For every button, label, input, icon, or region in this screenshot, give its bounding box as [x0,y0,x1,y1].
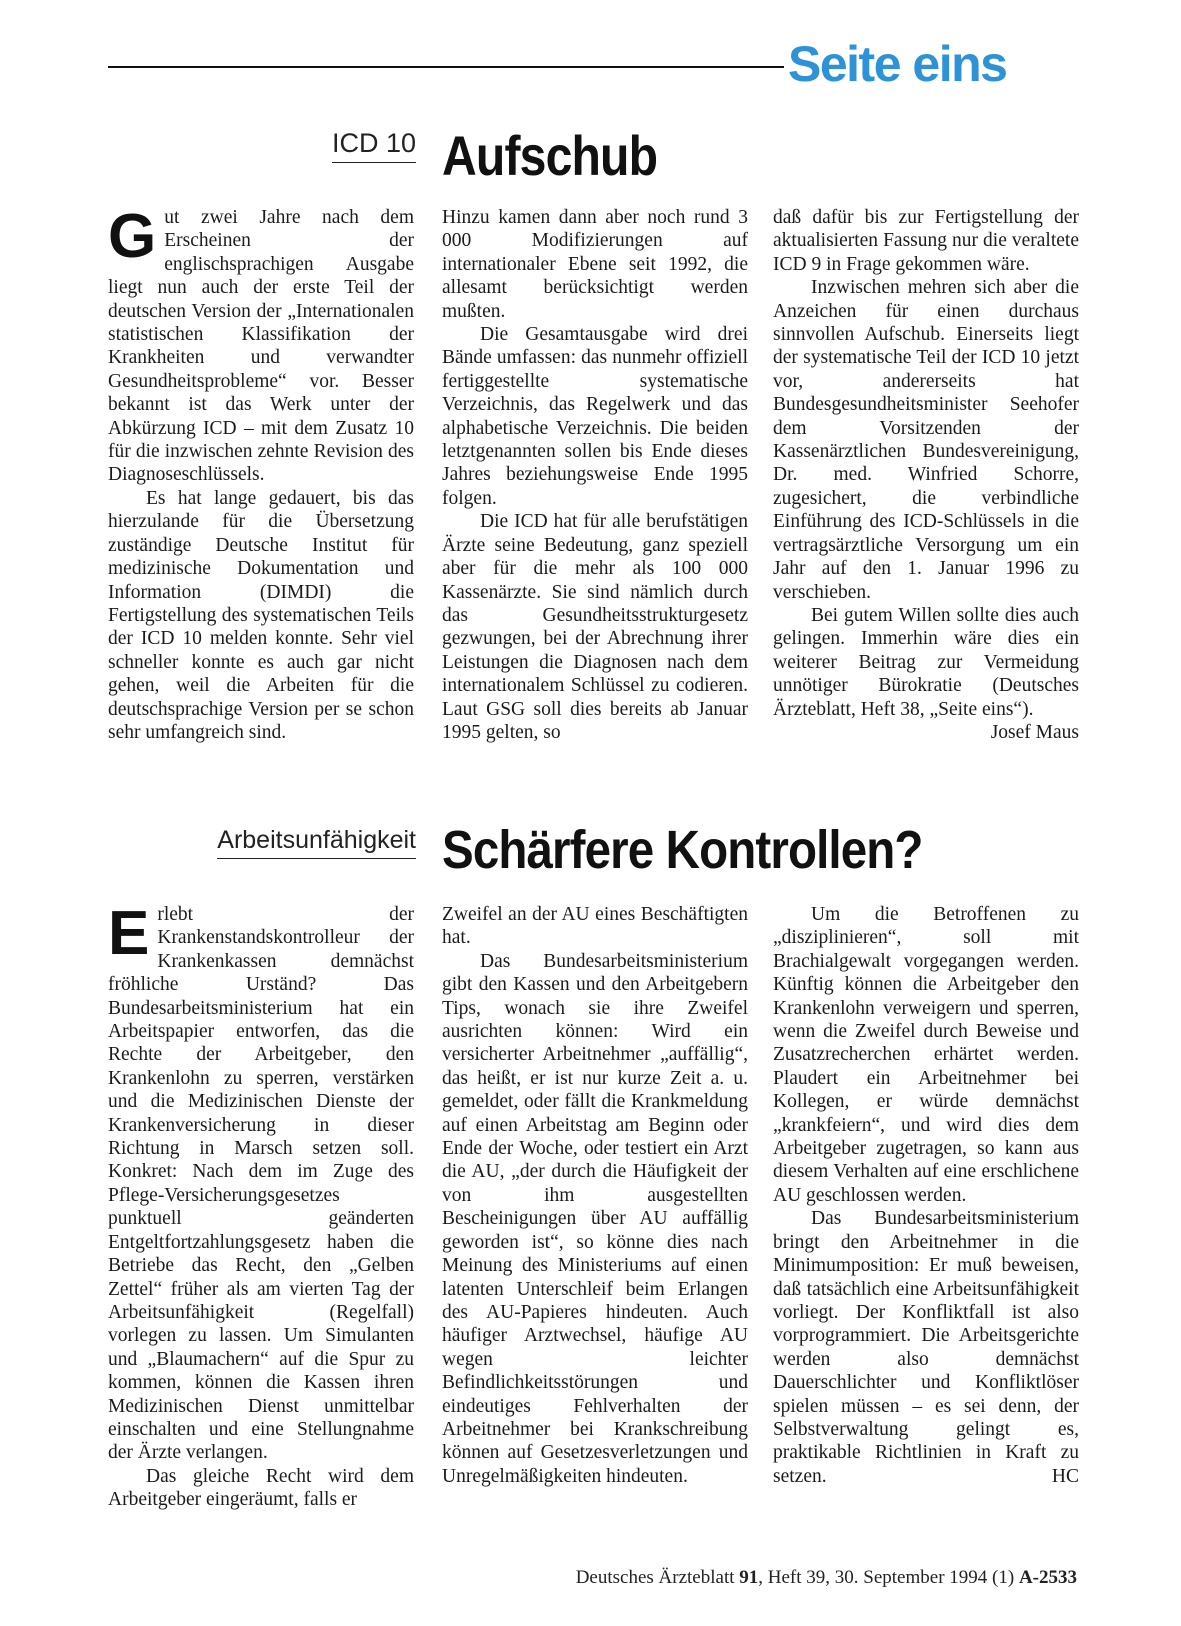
article1-col1-p2: Es hat lange gedauert, bis das hierzulande für die Übersetzung zuständige Deutsche Institut für medizinische Dokumentation und Information (DIMDI) die Fertigstellung des systematischen Teils der ICD 10 melden konnte. Sehr viel schneller konnte es auch gar nicht gehen, weil die Arbeiten für die deutschsprachige Version per se schon sehr umfangreich sind. [108,487,414,743]
article1-col3-p1: daß dafür bis zur Fertigstellung der aktualisierten Fassung nur die veraltete ICD 9 in Frage gekommen wäre. [773,207,1079,275]
article2-col3-p2-text: Das Bundesarbeitsministerium bringt den Arbeitnehmer in die Minimumposition: Er muß beweisen, daß tatsächlich eine Arbeitsunfähigkeit vorliegt. Der Konfliktfall ist also vorprogrammiert. Die Arbeitsgerichte werden also demnächst Dauerschlichter und Konfliktlöser spielen müssen – es sei denn, der Selbstverwaltung gelingt es, praktikable Richtlinien in Kraft zu setzen. [773,1208,1079,1487]
article1-column-2 [442,206,748,744]
article1-column-3 [773,206,1079,744]
article1-author: Josef Maus [990,721,1079,743]
article2-column-1 [108,899,414,1512]
article2-col2-p1: Zweifel an der AU eines Beschäftigten hat. [442,904,748,949]
article2-col3-p1: Um die Betroffenen zu „disziplinieren“, soll mit Brachialgewalt vorgegangen werden. Künftig können die Arbeitgeber den Krankenlohn verweigern und sperren, wenn die Zweifel durch Beweise und Zusatzrecherchen erhärtet werden. Plaudert ein Arbeitnehmer bei Kollegen, er würde demnächst „krankfeiern“, und wird dies dem Arbeitgeber zugetragen, so kann aus diesem Verhalten auf eine erschlichene AU geschlossen werden. [773,904,1079,1206]
article1-col3-p3-text: Bei gutem Willen sollte dies auch gelingen. Immerhin wäre dies ein weiterer Beitrag zur Vermeidung unnötiger Bürokratie (Deutsches Ärzteblatt, Heft 38, „Seite eins“). [773,604,1079,720]
footer-journal: Deutsches Ärzteblatt [575,1567,735,1588]
article1-col1-p1: ut zwei Jahre nach dem Erscheinen der englischsprachigen Ausgabe liegt nun auch der erste Teil der deutschen Version der „Internationalen statistischen Klassifikation der Krankheiten und verwandter Gesundheitsprobleme“ vor. Besser bekannt ist das Werk unter der Abkürzung ICD – mit dem Zusatz 10 für die inzwischen zehnte Revision des Diagnoseschlüssels. [108,207,414,486]
article1-col3-p2: Inzwischen mehren sich aber die Anzeichen für einen durchaus sinnvollen Aufschub. Einerseits liegt der systematische Teil der ICD 10 jetzt vor, andererseits hat Bundesgesundheitsminister Seehofer dem Vorsitzenden der Kassenärztlichen Bundesvereinigung, Dr. med. Winfried Schorre, zugesichert, die verbindliche Einführung des ICD-Schlüssels in die vertragsärztliche Versorgung um ein Jahr auf den 1. Januar 1996 zu verschieben. [773,277,1079,603]
article2-col1-p1: rlebt der Krankenstandskontrolleur der Krankenkassen demnächst fröhliche Urständ? Das Bundesarbeitsministerium hat ein Arbeitspapier entworfen, das die Rechte der Arbeitgeber, den Krankenlohn zu sperren, verstärken und die Medizinischen Dienste der Krankenversicherung in dieser Richtung in Marsch setzen soll. Konkret: Nach dem im Zuge des Pflege-Versicherungsgesetzes punktuell geänderten Entgeltfortzahlungsgesetz haben die Betriebe das Recht, den „Gelben Zettel“ früher als am vierten Tag der Arbeitsunfähigkeit (Regelfall) vorlegen zu lassen. Um Simulanten und „Blaumachern“ auf die Spur zu kommen, können die Kassen ihren Medizinischen Dienst unmittelbar einschalten und eine Stellungnahme der Ärzte verlangen. [108,904,414,1464]
article2-kicker [160,826,416,859]
article1-dropcap: G [108,202,157,271]
article1-col3-p3 [773,604,1079,743]
article2-column-2 [442,903,748,1488]
article1-kicker [160,128,416,163]
article2-lead-paragraph [108,899,414,1465]
article1-headline: Aufschub [442,124,658,187]
article2-col1-p2: Das gleiche Recht wird dem Arbeitgeber eingeräumt, falls er [108,1465,414,1511]
article1-column-1 [108,202,414,744]
footer-issue: , Heft 39, 30. September 1994 (1) [758,1567,1015,1588]
article2-col2-p2: Das Bundesarbeitsministerium gibt den Kassen und den Arbeitgebern Tips, wonach sie ihre Zweifel ausrichten können: Wird ein versicherter Arbeitnehmer „auffällig“, das heißt, er ist nur kurze Zeit a. u. gemeldet, oder fällt die Krankmeldung auf einen Arbeitstag am Beginn oder Ende der Woche, oder testiert ein Arzt die AU, „der durch die Häufigkeit der von ihm ausgestellten Bescheinigungen über AU auffällig geworden ist“, so könne dies nach Meinung des Ministeriums auf einen latenten Unterschleif beim Erlangen des AU-Papieres hindeuten. Auch häufiger Arztwechsel, häufige AU wegen leichter Befindlichkeitsstörungen und eindeutiges Fehlverhalten der Arbeitnehmer bei Krankschreibung können auf Gesetzesverletzungen und Unregelmäßigkeiten hindeuten. [442,950,748,1487]
article1-col2-p2: Die Gesamtausgabe wird drei Bände umfassen: das nunmehr offiziell fertiggestellte systematische Verzeichnis, das Regelwerk und das alphabetische Verzeichnis. Die beiden letztgenannten sollen bis Ende dieses Jahres beziehungsweise Ende 1995 folgen. [442,324,748,509]
article2-headline: Schärfere Kontrollen? [442,820,923,880]
article2-col3-p2 [773,1207,1079,1488]
article2-dropcap: E [108,899,150,968]
footer-volume: 91 [739,1567,759,1588]
article2-author: HC [1051,1465,1079,1487]
article1-col2-p1: Hinzu kamen dann aber noch rund 3 000 Modifizierungen auf internationaler Ebene seit 1992, die allesamt berücksichtigt werden mußten. [442,207,748,322]
article2-column-3 [773,903,1079,1488]
page-footer [576,1567,1077,1589]
article1-kicker-text: ICD 10 [332,128,416,163]
header-rule [108,66,784,68]
footer-page-number: A-2533 [1018,1567,1077,1588]
article1-lead-paragraph [108,202,414,487]
article2-kicker-text: Arbeitsunfähigkeit [217,826,416,859]
article1-col2-p3: Die ICD hat für alle berufstätigen Ärzte seine Bedeutung, ganz speziell aber für die mehr als 100 000 Kassenärzte. Sie sind nämlich durch das Gesundheitsstrukturgesetz gezwungen, bei der Abrechnung ihrer Leistungen die Diagnosen nach dem internationalem Schlüssel zu codieren. Laut GSG soll dies bereits ab Januar 1995 gelten, so [442,511,748,743]
page-label: Seite eins [788,36,1007,92]
